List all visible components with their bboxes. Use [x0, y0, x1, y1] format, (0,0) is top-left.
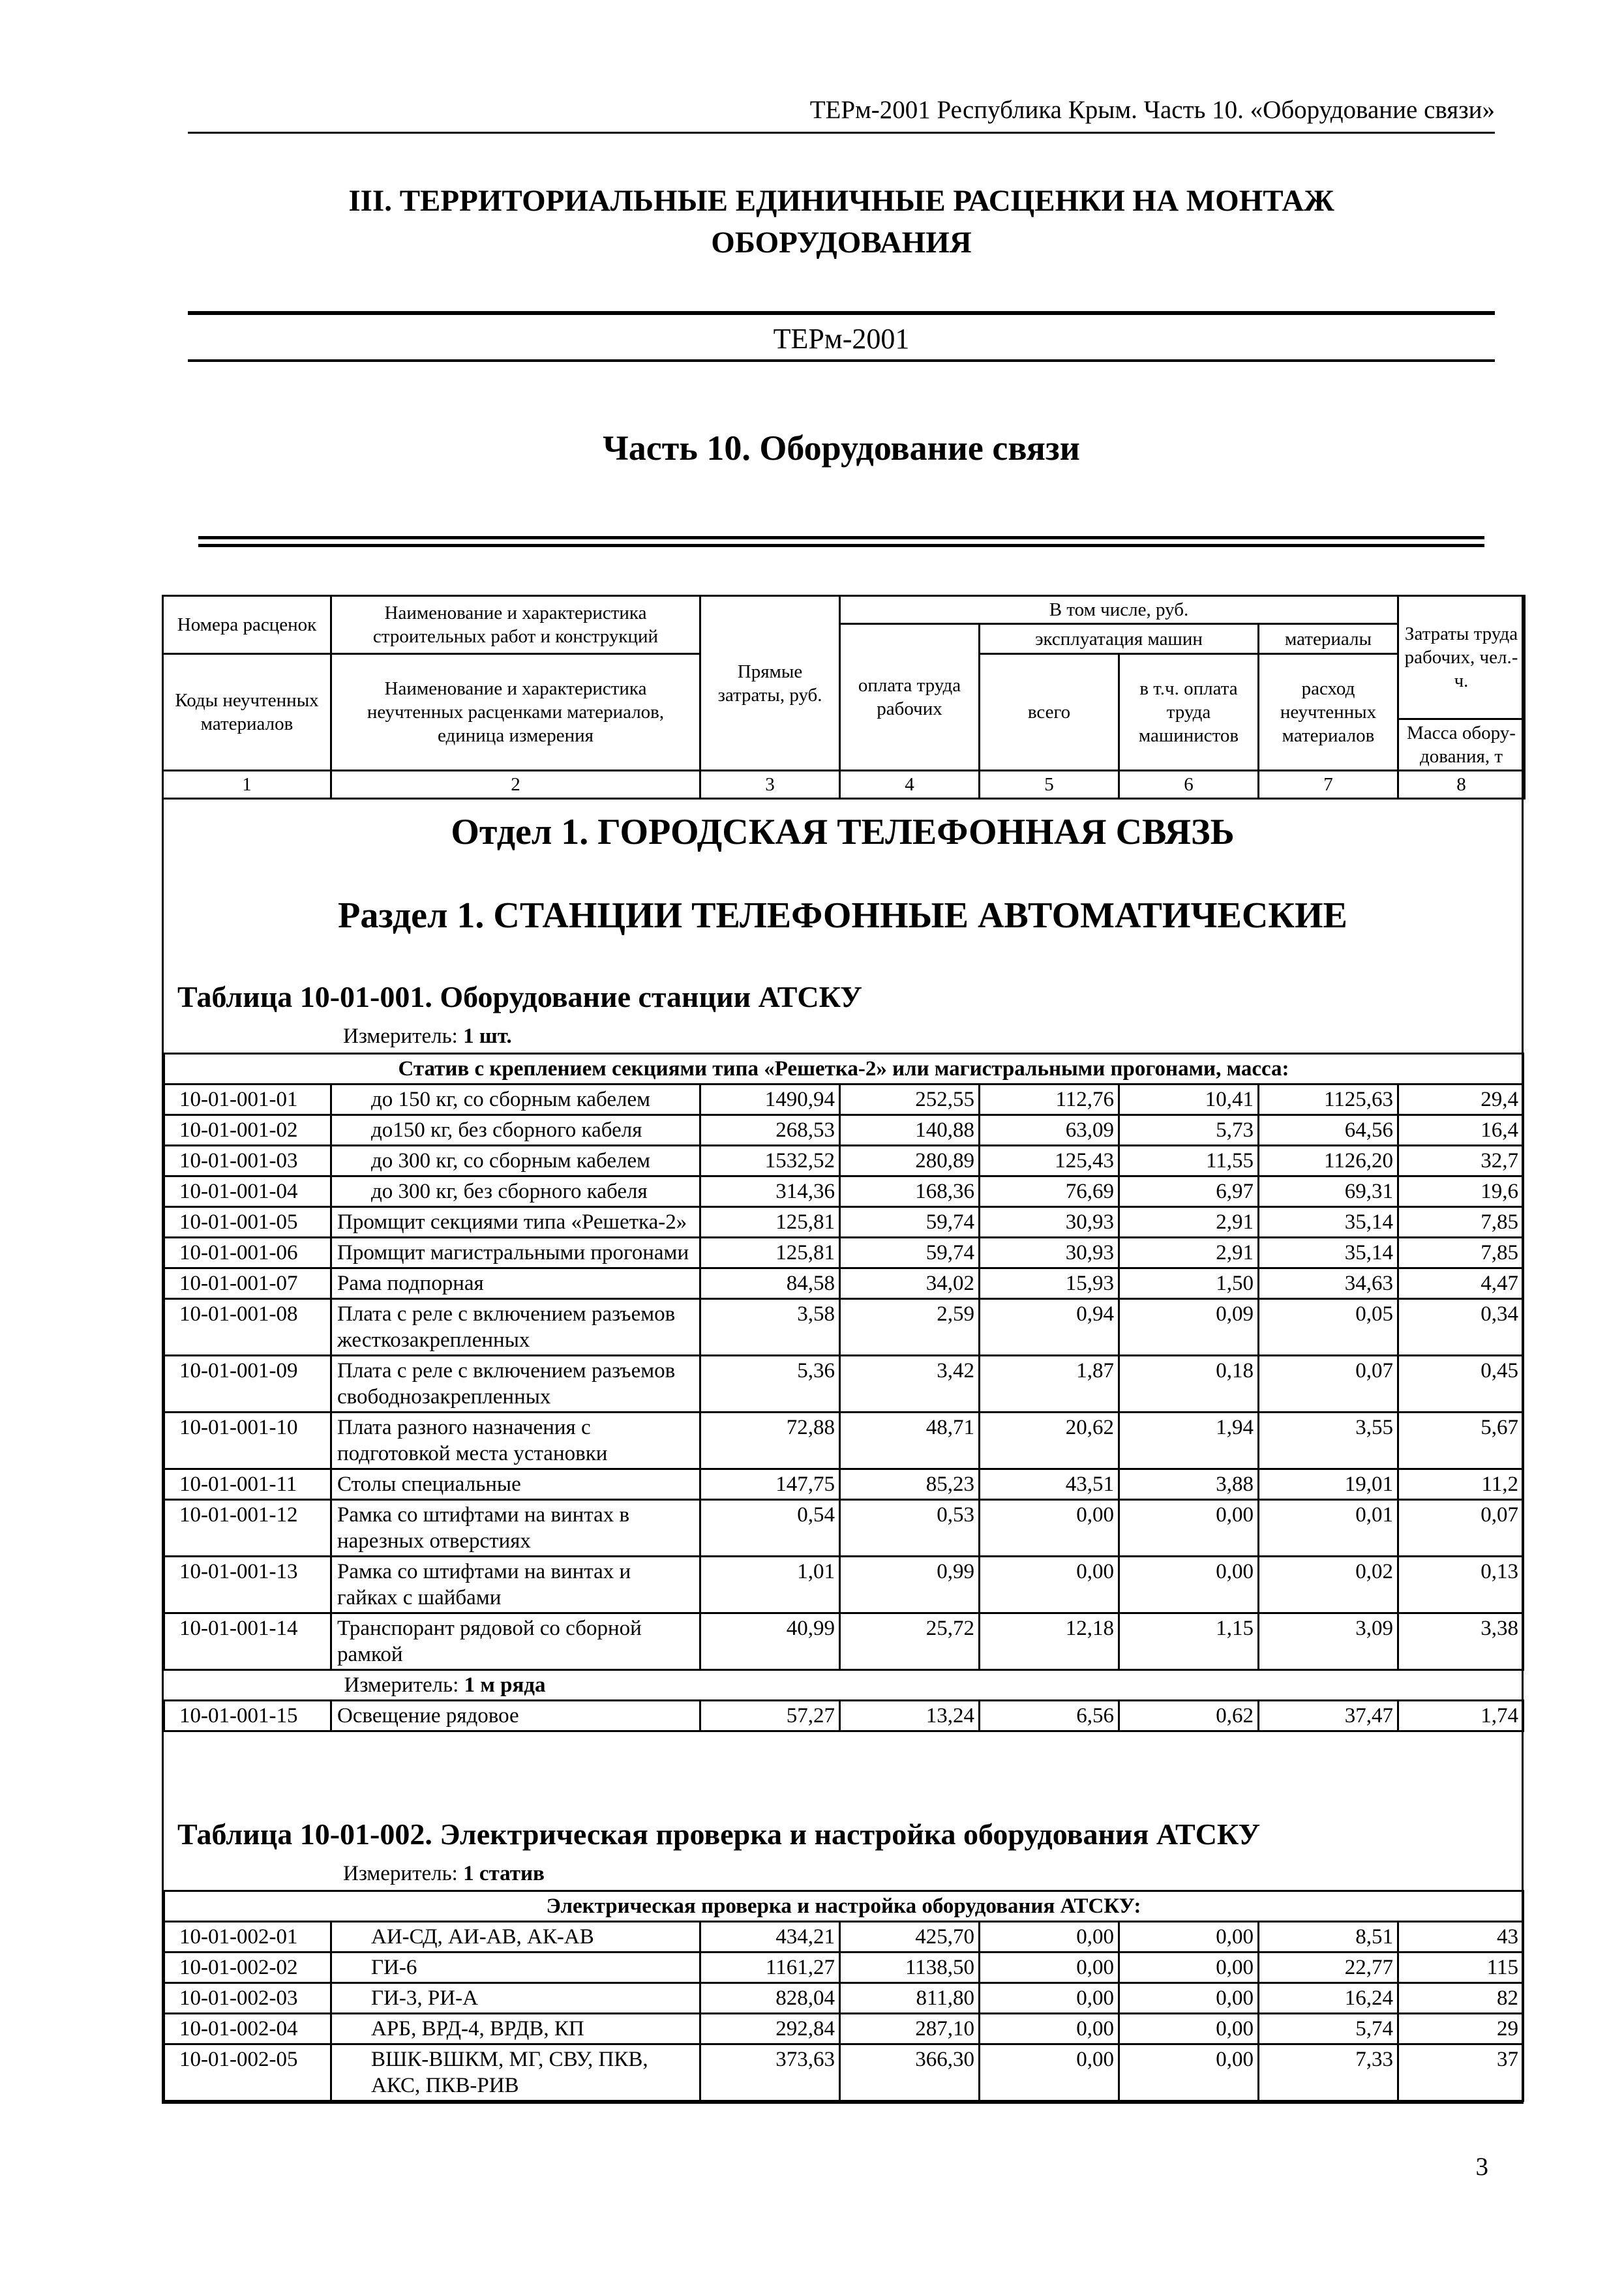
- work-name: Освещение рядовое: [331, 1701, 700, 1731]
- machines-total-value: 0,00: [980, 1983, 1119, 2014]
- work-name: Плата разного назначения с подготовкой места установки: [331, 1413, 700, 1469]
- table-row: [164, 1207, 1524, 1238]
- materials-value: 22,77: [1259, 1952, 1398, 1983]
- rate-code: 10-01-001-01: [164, 1085, 331, 1115]
- machinist-pay-value: 0,00: [1119, 2014, 1259, 2044]
- rate-code: 10-01-001-14: [164, 1613, 331, 1670]
- materials-value: 8,51: [1259, 1922, 1398, 1952]
- materials-value: 37,47: [1259, 1701, 1398, 1731]
- rate-code: 10-01-001-10: [164, 1413, 331, 1469]
- rate-code: 10-01-001-09: [164, 1356, 331, 1413]
- labor-mass-value: 4,47: [1398, 1268, 1524, 1299]
- header-codes-bottom: Коды неучтенных материалов: [163, 654, 331, 771]
- table1: [163, 1053, 1524, 1732]
- materials-value: 16,24: [1259, 1983, 1398, 2014]
- machines-total-value: 0,00: [980, 1922, 1119, 1952]
- table-row: [164, 1413, 1524, 1469]
- main-title-line1: III. ТЕРРИТОРИАЛЬНЫЕ ЕДИНИЧНЫЕ РАСЦЕНКИ НА МОНТАЖ: [348, 184, 1334, 218]
- worker-pay-value: 25,72: [840, 1613, 980, 1670]
- worker-pay-value: 168,36: [840, 1176, 980, 1207]
- main-title-line2: ОБОРУДОВАНИЯ: [711, 226, 972, 260]
- materials-value: 3,09: [1259, 1613, 1398, 1670]
- table-row: [164, 1176, 1524, 1207]
- machines-total-value: 112,76: [980, 1085, 1119, 1115]
- direct-costs-value: 125,81: [700, 1207, 840, 1238]
- table-row: [164, 2044, 1524, 2101]
- running-header: ТЕРм-2001 Республика Крым. Часть 10. «Оборудование связи»: [809, 96, 1495, 124]
- column-number-8: 8: [1398, 771, 1525, 799]
- band-rule-top: [188, 311, 1495, 315]
- machines-total-value: 1,87: [980, 1356, 1119, 1413]
- labor-mass-value: 29,4: [1398, 1085, 1524, 1115]
- materials-value: 69,31: [1259, 1176, 1398, 1207]
- worker-pay-value: 1138,50: [840, 1952, 980, 1983]
- machines-total-value: 15,93: [980, 1268, 1119, 1299]
- worker-pay-value: 34,02: [840, 1268, 980, 1299]
- materials-value: 5,74: [1259, 2014, 1398, 2044]
- work-name: Столы специальные: [331, 1469, 700, 1500]
- worker-pay-value: 0,53: [840, 1500, 980, 1557]
- header-machines-total: всего: [980, 654, 1119, 771]
- machinist-pay-value: 0,00: [1119, 1922, 1259, 1952]
- table-row: [164, 1983, 1524, 2014]
- machines-total-value: 0,00: [980, 1500, 1119, 1557]
- direct-costs-value: 1,01: [700, 1557, 840, 1613]
- labor-mass-value: 0,07: [1398, 1500, 1524, 1557]
- column-number-3: 3: [700, 771, 840, 799]
- table1-group-row-label: Статив с креплением секциями типа «Решетка-2» или магистральными прогонами, масса:: [164, 1054, 1524, 1085]
- worker-pay-value: 140,88: [840, 1115, 980, 1146]
- table2-meter-value: 1 статив: [463, 1862, 545, 1885]
- materials-value: 64,56: [1259, 1115, 1398, 1146]
- table2: [163, 1890, 1524, 2102]
- work-name: Рамка со штифтами на винтах в нарезных отверстиях: [331, 1500, 700, 1557]
- rate-code: 10-01-002-02: [164, 1952, 331, 1983]
- machines-total-value: 12,18: [980, 1613, 1119, 1670]
- direct-costs-value: 268,53: [700, 1115, 840, 1146]
- machinist-pay-value: 6,97: [1119, 1176, 1259, 1207]
- column-number-5: 5: [980, 771, 1119, 799]
- machinist-pay-value: 0,00: [1119, 1952, 1259, 1983]
- worker-pay-value: 59,74: [840, 1207, 980, 1238]
- table1-meter: [343, 1025, 512, 1049]
- worker-pay-value: 3,42: [840, 1356, 980, 1413]
- machines-total-value: 0,00: [980, 2014, 1119, 2044]
- table1-title: Таблица 10-01-001. Оборудование станции АТСКУ: [177, 980, 862, 1013]
- labor-mass-value: 29: [1398, 2014, 1524, 2044]
- materials-value: 0,07: [1259, 1356, 1398, 1413]
- table-row: [164, 1085, 1524, 1115]
- work-name: Рама подпорная: [331, 1268, 700, 1299]
- worker-pay-value: 59,74: [840, 1238, 980, 1268]
- table2-meter-label: Измеритель:: [343, 1862, 464, 1885]
- table1-meter2: [164, 1670, 1524, 1701]
- table-row: [164, 1701, 1524, 1731]
- machinist-pay-value: 0,18: [1119, 1356, 1259, 1413]
- materials-value: 1125,63: [1259, 1085, 1398, 1115]
- header-name-top: Наименование и характеристика строительных работ и конструкций: [331, 596, 700, 654]
- table2-meter: [343, 1862, 545, 1886]
- rate-code: 10-01-002-01: [164, 1922, 331, 1952]
- table2-title: Таблица 10-01-002. Электрическая проверка и настройка оборудования АТСКУ: [177, 1818, 1261, 1851]
- rate-code: 10-01-001-06: [164, 1238, 331, 1268]
- machinist-pay-value: 11,55: [1119, 1146, 1259, 1176]
- direct-costs-value: 57,27: [700, 1701, 840, 1731]
- work-name: АИ-СД, АИ-АВ, АК-АВ: [331, 1922, 700, 1952]
- rate-code: 10-01-002-05: [164, 2044, 331, 2101]
- direct-costs-value: 1490,94: [700, 1085, 840, 1115]
- part-title: Часть 10. Оборудование связи: [603, 428, 1080, 468]
- rate-code: 10-01-001-05: [164, 1207, 331, 1238]
- rate-code: 10-01-002-04: [164, 2014, 331, 2044]
- machinist-pay-value: 1,50: [1119, 1268, 1259, 1299]
- machinist-pay-value: 0,00: [1119, 1983, 1259, 2014]
- worker-pay-value: 48,71: [840, 1413, 980, 1469]
- column-number-7: 7: [1259, 771, 1398, 799]
- column-number-1: 1: [163, 771, 331, 799]
- work-name: до150 кг, без сборного кабеля: [331, 1115, 700, 1146]
- direct-costs-value: 1161,27: [700, 1952, 840, 1983]
- work-name: до 300 кг, без сборного кабеля: [331, 1176, 700, 1207]
- materials-value: 35,14: [1259, 1207, 1398, 1238]
- worker-pay-value: 252,55: [840, 1085, 980, 1115]
- double-rule-bottom-line: [198, 544, 1484, 547]
- direct-costs-value: 828,04: [700, 1983, 840, 2014]
- band-text: ТЕРм-2001: [773, 323, 910, 355]
- worker-pay-value: 425,70: [840, 1922, 980, 1952]
- rate-code: 10-01-001-03: [164, 1146, 331, 1176]
- table-row: [164, 1115, 1524, 1146]
- worker-pay-value: 811,80: [840, 1983, 980, 2014]
- work-name: АРБ, ВРД-4, ВРДВ, КП: [331, 2014, 700, 2044]
- work-name: до 150 кг, со сборным кабелем: [331, 1085, 700, 1115]
- materials-value: 3,55: [1259, 1413, 1398, 1469]
- direct-costs-value: 147,75: [700, 1469, 840, 1500]
- direct-costs-value: 5,36: [700, 1356, 840, 1413]
- work-name: ВШК-ВШКМ, МГ, СВУ, ПКВ, АКС, ПКВ-РИВ: [331, 2044, 700, 2101]
- rate-code: 10-01-001-08: [164, 1299, 331, 1356]
- direct-costs-value: 292,84: [700, 2014, 840, 2044]
- header-machine-operation: эксплуатация машин: [980, 624, 1259, 654]
- direct-costs-value: 434,21: [700, 1922, 840, 1952]
- table-row: [164, 1238, 1524, 1268]
- worker-pay-value: 0,99: [840, 1557, 980, 1613]
- machines-total-value: 0,94: [980, 1299, 1119, 1356]
- direct-costs-value: 84,58: [700, 1268, 840, 1299]
- table1-meter2-value: 1 м ряда: [464, 1673, 546, 1697]
- header-worker-pay: оплата труда рабочих: [840, 624, 980, 771]
- labor-mass-value: 3,38: [1398, 1613, 1524, 1670]
- double-rule-top-line: [198, 536, 1484, 539]
- section-title: Раздел 1. СТАНЦИИ ТЕЛЕФОННЫЕ АВТОМАТИЧЕСКИЕ: [338, 895, 1347, 936]
- machines-total-value: 6,56: [980, 1701, 1119, 1731]
- column-number-4: 4: [840, 771, 980, 799]
- labor-mass-value: 5,67: [1398, 1413, 1524, 1469]
- rate-code: 10-01-001-12: [164, 1500, 331, 1557]
- rate-code: 10-01-001-02: [164, 1115, 331, 1146]
- machinist-pay-value: 0,00: [1119, 1557, 1259, 1613]
- header-name-bottom: Наименование и характеристика неучтенных расценками материалов, единица измерения: [331, 654, 700, 771]
- direct-costs-value: 0,54: [700, 1500, 840, 1557]
- machines-total-value: 0,00: [980, 1557, 1119, 1613]
- direct-costs-value: 3,58: [700, 1299, 840, 1356]
- table-row: [164, 1500, 1524, 1557]
- materials-value: 0,02: [1259, 1557, 1398, 1613]
- header-direct-costs: Прямые затраты, руб.: [700, 596, 840, 771]
- machines-total-value: 30,93: [980, 1207, 1119, 1238]
- work-name: ГИ-3, РИ-А: [331, 1983, 700, 2014]
- rate-code: 10-01-001-15: [164, 1701, 331, 1731]
- table-row: [164, 2014, 1524, 2044]
- work-name: Транспорант рядовой со сборной рамкой: [331, 1613, 700, 1670]
- machinist-pay-value: 5,73: [1119, 1115, 1259, 1146]
- direct-costs-value: 72,88: [700, 1413, 840, 1469]
- header-unaccounted-materials: расход неучтенных материалов: [1259, 654, 1398, 771]
- worker-pay-value: 85,23: [840, 1469, 980, 1500]
- worker-pay-value: 280,89: [840, 1146, 980, 1176]
- machinist-pay-value: 0,00: [1119, 2044, 1259, 2101]
- machinist-pay-value: 0,62: [1119, 1701, 1259, 1731]
- machinist-pay-value: 0,09: [1119, 1299, 1259, 1356]
- machines-total-value: 20,62: [980, 1413, 1119, 1469]
- page-number: 3: [1475, 2153, 1488, 2181]
- table1-group-row: [164, 1054, 1524, 1085]
- table-row: [164, 1356, 1524, 1413]
- work-name: Плата с реле с включением разъемов свободнозакрепленных: [331, 1356, 700, 1413]
- table1-meter-value: 1 шт.: [463, 1025, 512, 1048]
- machines-total-value: 76,69: [980, 1176, 1119, 1207]
- column-header-table: [162, 595, 1526, 800]
- materials-value: 34,63: [1259, 1268, 1398, 1299]
- machines-total-value: 0,00: [980, 2044, 1119, 2101]
- rate-code: 10-01-001-13: [164, 1557, 331, 1613]
- labor-mass-value: 32,7: [1398, 1146, 1524, 1176]
- machines-total-value: 30,93: [980, 1238, 1119, 1268]
- rate-code: 10-01-001-04: [164, 1176, 331, 1207]
- labor-mass-value: 1,74: [1398, 1701, 1524, 1731]
- table1-meter2-row: [164, 1670, 1524, 1701]
- table-row: [164, 1557, 1524, 1613]
- materials-value: 7,33: [1259, 2044, 1398, 2101]
- rate-code: 10-01-001-11: [164, 1469, 331, 1500]
- worker-pay-value: 366,30: [840, 2044, 980, 2101]
- labor-mass-value: 0,13: [1398, 1557, 1524, 1613]
- table-row: [164, 1299, 1524, 1356]
- work-name: Рамка со штифтами на винтах и гайках с шайбами: [331, 1557, 700, 1613]
- machines-total-value: 0,00: [980, 1952, 1119, 1983]
- table-row: [164, 1922, 1524, 1952]
- table-row: [164, 1613, 1524, 1670]
- column-number-6: 6: [1119, 771, 1259, 799]
- labor-mass-value: 7,85: [1398, 1207, 1524, 1238]
- labor-mass-value: 7,85: [1398, 1238, 1524, 1268]
- machinist-pay-value: 2,91: [1119, 1238, 1259, 1268]
- work-name: до 300 кг, со сборным кабелем: [331, 1146, 700, 1176]
- column-number-2: 2: [331, 771, 700, 799]
- direct-costs-value: 314,36: [700, 1176, 840, 1207]
- materials-value: 1126,20: [1259, 1146, 1398, 1176]
- department-title: Отдел 1. ГОРОДСКАЯ ТЕЛЕФОННАЯ СВЯЗЬ: [451, 812, 1235, 852]
- direct-costs-value: 125,81: [700, 1238, 840, 1268]
- direct-costs-value: 373,63: [700, 2044, 840, 2101]
- machinist-pay-value: 10,41: [1119, 1085, 1259, 1115]
- header-rule: [188, 132, 1495, 134]
- header-labor-costs: Затраты труда рабочих, чел.-ч.: [1398, 596, 1525, 719]
- labor-mass-value: 11,2: [1398, 1469, 1524, 1500]
- header-equipment-mass: Масса обору-дования, т: [1398, 719, 1525, 771]
- worker-pay-value: 13,24: [840, 1701, 980, 1731]
- table2-group-row-label: Электрическая проверка и настройка оборудования АТСКУ:: [164, 1891, 1524, 1922]
- worker-pay-value: 287,10: [840, 2014, 980, 2044]
- main-title: [188, 180, 1495, 263]
- materials-value: 0,05: [1259, 1299, 1398, 1356]
- band-rule-bottom: [188, 359, 1495, 362]
- worker-pay-value: 2,59: [840, 1299, 980, 1356]
- work-name: Промщит магистральными прогонами: [331, 1238, 700, 1268]
- materials-value: 35,14: [1259, 1238, 1398, 1268]
- machines-total-value: 63,09: [980, 1115, 1119, 1146]
- work-name: ГИ-6: [331, 1952, 700, 1983]
- header-machinist-pay: в т.ч. оплата труда машинистов: [1119, 654, 1259, 771]
- labor-mass-value: 115: [1398, 1952, 1524, 1983]
- labor-mass-value: 16,4: [1398, 1115, 1524, 1146]
- machinist-pay-value: 2,91: [1119, 1207, 1259, 1238]
- labor-mass-value: 82: [1398, 1983, 1524, 2014]
- labor-mass-value: 0,34: [1398, 1299, 1524, 1356]
- materials-value: 19,01: [1259, 1469, 1398, 1500]
- labor-mass-value: 19,6: [1398, 1176, 1524, 1207]
- labor-mass-value: 0,45: [1398, 1356, 1524, 1413]
- machinist-pay-value: 1,15: [1119, 1613, 1259, 1670]
- table1-meter2-label: Измеритель:: [344, 1673, 464, 1697]
- labor-mass-value: 43: [1398, 1922, 1524, 1952]
- table1-meter-label: Измеритель:: [343, 1025, 464, 1048]
- rate-code: 10-01-001-07: [164, 1268, 331, 1299]
- direct-costs-value: 1532,52: [700, 1146, 840, 1176]
- header-including: В том числе, руб.: [840, 596, 1398, 624]
- table-row: [164, 1268, 1524, 1299]
- direct-costs-value: 40,99: [700, 1613, 840, 1670]
- work-name: Промщит секциями типа «Решетка-2»: [331, 1207, 700, 1238]
- machinist-pay-value: 1,94: [1119, 1413, 1259, 1469]
- header-codes-top: Номера расценок: [163, 596, 331, 654]
- machines-total-value: 43,51: [980, 1469, 1119, 1500]
- machinist-pay-value: 0,00: [1119, 1500, 1259, 1557]
- materials-value: 0,01: [1259, 1500, 1398, 1557]
- table2-group-row: [164, 1891, 1524, 1922]
- rate-code: 10-01-002-03: [164, 1983, 331, 2014]
- work-name: Плата с реле с включением разъемов жесткозакрепленных: [331, 1299, 700, 1356]
- table-row: [164, 1952, 1524, 1983]
- table-row: [164, 1469, 1524, 1500]
- table-row: [164, 1146, 1524, 1176]
- labor-mass-value: 37: [1398, 2044, 1524, 2101]
- machines-total-value: 125,43: [980, 1146, 1119, 1176]
- header-materials: материалы: [1259, 624, 1398, 654]
- machinist-pay-value: 3,88: [1119, 1469, 1259, 1500]
